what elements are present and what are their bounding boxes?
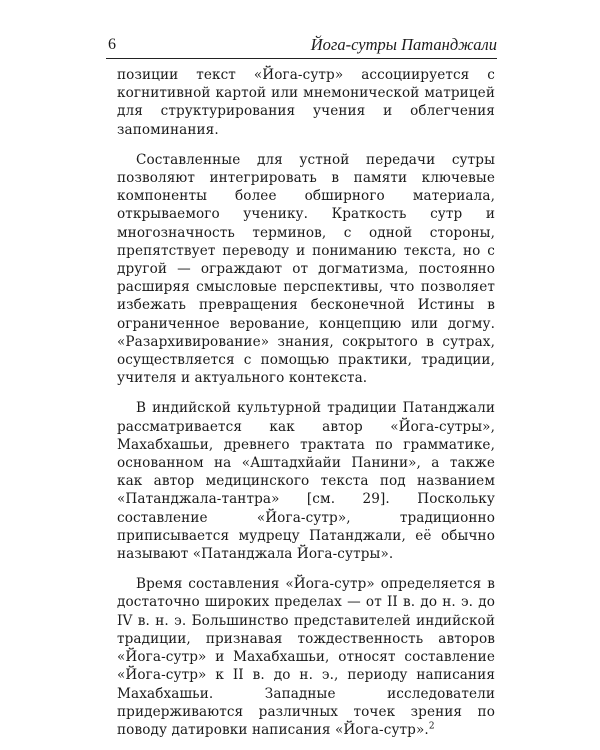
- paragraph-4-text: Время составления «Йога-сутр» определяется в достаточно широких пределах — от II в. до н. э. до IV в. н. э. Большинство представителей индийской традиции, признавая тождественность авторов «Йога-сутр» и Махабхашьи, относят составление «Йога-сутр» к II в. до н. э., периоду написания Махабхашьи. Западные исследователи придерживаются различных точек зрения по поводу датировки написания «Йога-сутр».: [117, 576, 495, 738]
- paragraph-4: [117, 575, 495, 739]
- body-text: [117, 66, 495, 739]
- footnote-reference[interactable]: 2: [428, 721, 435, 732]
- running-title: Йога-сутры Патанджали: [310, 35, 497, 54]
- paragraph-3: В индийской культурной традиции Патанджали рассматривается как автор «Йога-сутры», Махабхашьи, древнего трактата по грамматике, основанном на «Аштадхйайи Панини», а также как автор медицинского текста под названием «Патанджала-тантра» [см. 29]. Поскольку составление «Йога-сутр», традиционно приписывается мудрецу Патанджали, её обычно называют «Патанджала Йога-сутры».: [117, 400, 495, 563]
- page-number: 6: [108, 36, 116, 53]
- paragraph-1: позиции текст «Йога-сутр» ассоциируется с когнитивной картой или мнемонической матрицей для структурирования учения и облегчения запоминания.: [117, 67, 495, 138]
- paragraph-2: Составленные для устной передачи сутры позволяют интегрировать в памяти ключевые компоненты более обширного материала, открываемого ученику. Краткость сутр и многозначность терминов, с одной стороны, препятствует переводу и пониманию текста, но с другой — ограждают от догматизма, постоянно расширяя смысловые перспективы, что позволяет избежать превращения бесконечной Истины в ограниченное верование, концепцию или догму. «Разархивирование» знания, сокрытого в сутрах, осуществляется с помощью практики, традиции, учителя и актуального контекста.: [117, 151, 495, 387]
- page-header: [106, 34, 497, 59]
